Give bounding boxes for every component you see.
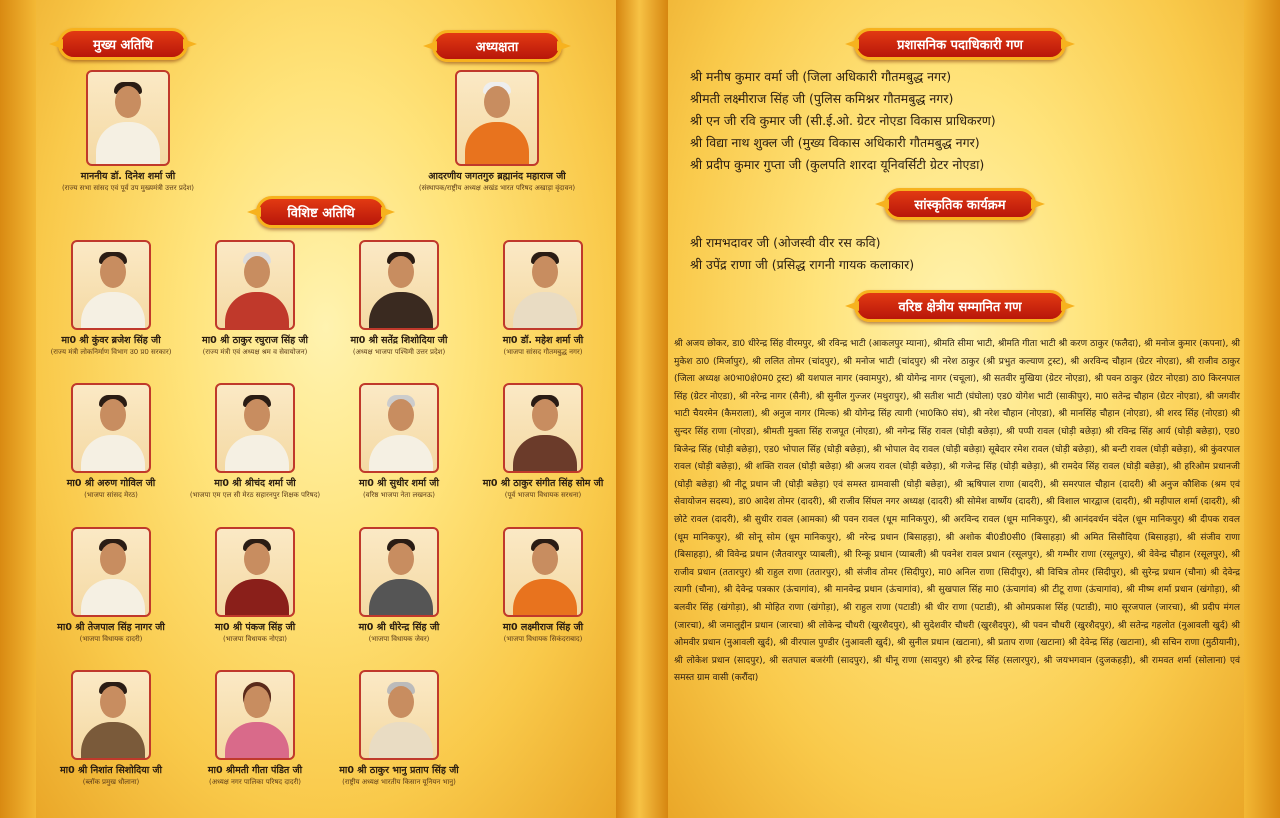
presidency-banner: अध्यक्षता <box>432 30 562 62</box>
honored-guests-banner: वरिष्ठ क्षेत्रीय सम्मानित गण <box>854 290 1066 322</box>
special-guest-name: मा0 डॉ. महेश शर्मा जी <box>502 335 584 346</box>
special-guest-name: मा0 श्री धीरेन्द्र सिंह जी <box>358 622 440 633</box>
special-guest-name: मा0 श्री ठाकुर रघुराज सिंह जी <box>202 335 308 346</box>
special-guest-photo <box>359 240 439 330</box>
special-guest-photo <box>71 670 151 760</box>
president-name: आदरणीय जगतगुरु ब्रह्मानंद महाराज जी <box>428 171 566 182</box>
left-page <box>36 0 616 818</box>
special-guest-title: (राज्य मंत्री एवं अध्यक्ष श्रम व सेवायोजन) <box>202 348 308 356</box>
president-card <box>402 70 592 193</box>
cultural-program-banner: सांस्कृतिक कार्यक्रम <box>884 188 1036 220</box>
special-guest-title: (अध्यक्ष नगर पालिका परिषद दादरी) <box>209 778 301 786</box>
chief-guest-banner: मुख्य अतिथि <box>58 28 188 60</box>
special-guest-title: (वरिष्ठ भाजपा नेता लखनऊ) <box>362 491 436 499</box>
chief-guest-photo <box>86 70 170 166</box>
special-guest-photo <box>71 527 151 617</box>
special-guest-photo <box>71 240 151 330</box>
special-guest-title: (अध्यक्ष भाजपा पश्चिमी उत्तर प्रदेश) <box>352 348 446 356</box>
special-guest-photo <box>359 670 439 760</box>
special-guest-title: (भाजपा विधायक जेवर) <box>368 635 430 643</box>
special-guest-photo <box>503 240 583 330</box>
left-edge <box>0 0 36 818</box>
list-item: श्रीमती लक्ष्मीराज सिंह जी (पुलिस कमिश्नर गौतमबुद्ध नगर) <box>690 91 954 106</box>
center-fold <box>616 0 668 818</box>
special-guest-photo <box>215 383 295 473</box>
cultural-program-list <box>690 232 1110 276</box>
special-guest-card <box>448 527 616 644</box>
list-item: श्री विद्या नाथ शुक्ल जी (मुख्य विकास अधिकारी गौतमबुद्ध नगर) <box>690 135 980 150</box>
president-photo <box>455 70 539 166</box>
special-guest-photo <box>71 383 151 473</box>
chief-guest-name: माननीय डॉ. दिनेश शर्मा जी <box>80 171 176 182</box>
chief-guest-card <box>36 70 223 193</box>
special-guests-banner: विशिष्ट अतिथि <box>256 196 386 228</box>
special-guest-title: (भाजपा विधायक दादरी) <box>79 635 143 643</box>
special-guest-photo <box>215 527 295 617</box>
special-guest-title: (भाजपा सांसद मेरठ) <box>84 491 138 499</box>
honored-guests-text: श्री अजय छोकर, डा0 धीरेन्द्र सिंह वीरमपुर, श्री रविन्द्र भाटी (आकलपुर म्याना), श्रीमति सीमा भाटी, श्रीमति गीता भाटी श्री करण ठाकुर (फलैदा), श्री मनोज कुमार (कपना), श्री मुकेश ठा0 (मिर्जापुर), श्री ललित तोमर (चांदपुर), श्री मनोज भाटी (चांदपुर) श्री नरेश ठाकुर (श्री प्रभुत कल्याण ट्रस्ट), श्री अरविन्द चौहान (ग्रेटर नोएडा), श्री राजीव ठाकुर (जिला अध्यक्ष अ0भा0क्षे0म0 ट्रस्ट) श्री यशपाल नागर (क्वामपुर), श्री योगेन्द्र नागर (चचूला), श्री सतवीर मुखिया (ग्रेटर नोएडा), श्री पवन ठाकुर (ग्रेटर नोएडा) ठा0 किरनपाल सिंह (ग्रेटर नोएडा), श्री नरेन्द्र नागर (सैनी), श्री सुनील गुज्जर (मथुरापुर), श्री सतीश भाटी (घंघोला) एड0 योगेश भाटी (साकीपुर), मा0 सतेन्द्र चौहान (ग्रेटर नोएडा), श्री जगवीर भाटी चैयरमेन (कैमराला), श्री अनुज नागर (मिल्क) श्री योगेन्द्र सिंह त्यागी (भा0कि0 संघ), श्री नरेश चौहान (नोएडा), श्री मानसिंह चौहान (नोएडा), श्री शरद सिंह (नोएडा) श्री सुन्दर सिंह राणा (नोएडा), श्रीमती मुक्ता सिंह राजपूत (नोएडा), श्री नगेन्द्र सिंह रावल (घोड़ी बछेड़ा), श्री पप्पी रावल (घोड़ी बछेड़ा) श्री रविन्द्र सिंह आर्य (घोड़ी बछेड़ा), एड0 बिजेन्द्र सिंह (घोड़ी बछेड़ा), एड0 भोपाल सिंह (घोड़ी बछेड़ा), श्री भोपाल वेद रावल (घोड़ी बछेड़ा) सूबेदार रमेश रावल (घोड़ी बछेड़ा), श्री बन्टी रावल (घोड़ी बछेड़ा), श्री कुंवरपाल रावल (घोड़ी बछेड़ा), श्री शक्ति रावल (घोड़ी बछेड़ा) श्री अजय रावल (घोड़ी बछेड़ा), श्री गजेन्द्र सिंह (घोड़ी बछेड़ा), श्री रामदेव सिंह रावल (घोड़ी बछेड़ा), श्री हरिओम प्रधानजी (घोड़ी बछेड़ा) श्री नीटू प्रधान जी (घोड़ी बछेड़ा) एवं समस्त ग्रामवासी (घोड़ी बछेड़ा), श्री ऋषिपाल राणा (बादरी), श्री समरपाल चौहान (दादरी) श्री अनुज कौशिक (श्रम एवं सेवायोजन सदस्य), डा0 आदेश तोमर (दादरी), श्री राजीव सिंघल नगर अध्यक्ष (दादरी) श्री सोमेश वार्ष्णेय (दादरी), श्री विशाल भारद्वाज (दादरी), श्री महीपाल शर्मा (दादरी), श्री छोटे रावल (दादरी), श्री सुधीर रावल (आमका) श्री पवन रावल (धूम मानिकपुर), श्री अरविन्द रावल (धूम मानिकपुर), श्री आनंदवर्धन चंदेल (धूम मानिकपुर) श्री दीपक रावल (धूम मानिकपुर), श्री सोनू सोम (धूम मानिकपुर), श्री नरेन्द्र प्रधान (बिसाहड़ा), श्री अशोक बी0डी0सी0 (बिसाहड़ा) श्री अमित सिसौदिया (बिसाहड़ा), श्री संजीव राणा (बिसाहड़ा), श्री विवेन्द्र प्रधान (जैतवारपुर प्याबली), श्री रिन्कू प्रधान (प्याबली) श्री पवनेश रावल प्रधान (रसूलपुर), श्री गम्भीर राणा (रसूलपुर), श्री वेवेन्द्र चौहान (रसूलपुर), श्री राजीव प्रधान (ततारपुर) श्री राहुल राणा (ततारपुर), श्री संजीव तोमर (सिदीपुर), मा0 अनिल राणा (सिदीपुर), श्री विचित्र तोमर (सिदीपुर), श्री सुरेन्द्र प्रधान (चौना) श्री देवेन्द्र त्यागी (चौना), श्री देवेन्द्र पत्रकार (ऊंचागांव), श्री मानवेन्द्र प्रधान (ऊंचागांव), श्री सुखपाल सिंह मा0 (ऊंचागांव) श्री टीटू राणा (ऊंचागांव), श्री मीष्म शर्मा प्रधान (खंगोड़ा), श्री बलवीर सिंह (खंगोड़ा), श्री मोहित राणा (खंगोड़ा), श्री राहुल राणा (पटाडी) श्री धीर राणा (पटाडी), श्री ओमप्रकाश सिंह (पटाडी), मा0 सूरजपाल (जारचा), श्री प्रदीप मंगल (जारचा), श्री जमालुद्दीन प्रधान (जारचा) श्री लोकेन्द्र चौधरी (खुरशैदपुर), श्री सुदेशवीर चौधरी (खुरशैदपुर), श्री पवन चौधरी (खुरशैदपुर), श्री सतेन्द्र गहलोत (नुआवली खुर्द) श्री ओमवीर प्रधान (नुआवली खुर्द), श्री वीरपाल पुण्डीर (नुआवली खुर्द), श्री सुनील प्रधान (खटाना), श्री प्रताप राणा (खटाना) श्री देवेन्द्र सिंह (खटाना), श्री सचिन राणा (मुठीयानी), श्री लोकेश प्रधान (सादपुर), श्री सतपाल बजरंगी (सादपुर), श्री धीनू राणा (सादपुर) श्री हरेन्द्र सिंह (सलारपुर), श्री जयभगवान (दुजकहड़ी), श्री रामवत शर्मा (सोलाना) एवं समस्त ग्राम वासी (करौंदा) <box>674 339 1240 684</box>
special-guest-title: (भाजपा विधायक नोएडा) <box>222 635 287 643</box>
special-guest-name: मा0 श्री कुंवर ब्रजेश सिंह जी <box>61 335 161 346</box>
special-guest-title: (राज्य मंत्री लोकनिर्माण विभाग उ0 प्र0 सरकार) <box>50 348 172 356</box>
special-guest-name: मा0 श्री सुधीर शर्मा जी <box>359 478 439 489</box>
special-guest-name: मा0 श्रीमती गीता पंडित जी <box>207 765 303 776</box>
special-guest-card <box>448 383 616 500</box>
admin-officials-banner: प्रशासनिक पदाधिकारी गण <box>854 28 1066 60</box>
special-guest-name: मा0 श्री श्रीचंद शर्मा जी <box>214 478 296 489</box>
list-item: श्री मनीष कुमार वर्मा जी (जिला अधिकारी गौतमबुद्ध नगर) <box>690 69 952 84</box>
special-guest-title: (राष्ट्रीय अध्यक्ष भारतीय किसान यूनियन भानु) <box>342 778 456 786</box>
special-guest-name: मा0 श्री ठाकुर संगीत सिंह सोम जी <box>482 478 604 489</box>
special-guest-photo <box>503 383 583 473</box>
special-guest-name: मा0 लक्ष्मीराज सिंह जी <box>502 622 584 633</box>
list-item: श्री उपेंद्र राणा जी (प्रसिद्ध रागनी गायक कलाकार) <box>690 257 915 272</box>
special-guest-title: (भाजपा विधायक सिकंदराबाद) <box>503 635 583 643</box>
special-guest-photo <box>215 240 295 330</box>
admin-officials-list <box>690 66 1110 176</box>
list-item: श्री एन जी रवि कुमार जी (सी.ई.ओ. ग्रेटर नोएडा विकास प्राधिकरण) <box>690 113 996 128</box>
right-page <box>668 0 1244 818</box>
list-item: श्री प्रदीप कुमार गुप्ता जी (कुलपति शारदा यूनिवर्सिटी ग्रेटर नोएडा) <box>690 157 985 172</box>
special-guest-title: (भाजपा सांसद गौतमबुद्ध नगर) <box>503 348 583 356</box>
special-guest-card <box>304 670 494 787</box>
special-guest-card <box>448 240 616 357</box>
special-guest-photo <box>503 527 583 617</box>
president-title: (संस्थापक/राष्ट्रीय अध्यक्ष अखंड भारत परिषद अखाड़ा वृंदावन) <box>418 184 576 192</box>
special-guest-title: (भाजपा एम एल सी मेरठ सहारनपुर शिक्षक परिषद) <box>189 491 321 499</box>
special-guest-name: मा0 श्री ठाकुर भानु प्रताप सिंह जी <box>339 765 459 776</box>
special-guest-photo <box>359 527 439 617</box>
special-guest-title: (पूर्व भाजपा विधायक सरधना) <box>504 491 582 499</box>
special-guest-name: मा0 श्री तेजपाल सिंह नागर जी <box>57 622 165 633</box>
chief-guest-title: (राज्य सभा सांसद एवं पूर्व उप मुख्यमंत्री उत्तर प्रदेश) <box>61 184 195 192</box>
special-guest-name: मा0 श्री पंकज सिंह जी <box>214 622 296 633</box>
list-item: श्री रामभदावर जी (ओजस्वी वीर रस कवि) <box>690 235 881 250</box>
special-guest-name: मा0 श्री सतेंद्र शिशोदिया जी <box>350 335 448 346</box>
special-guest-name: मा0 श्री अरुण गोविल जी <box>66 478 156 489</box>
special-guest-name: मा0 श्री निशांत सिशोदिया जी <box>59 765 163 776</box>
special-guest-photo <box>215 670 295 760</box>
special-guest-photo <box>359 383 439 473</box>
special-guest-title: (ब्लॉक प्रमुख धौलाना) <box>82 778 140 786</box>
right-edge <box>1244 0 1280 818</box>
